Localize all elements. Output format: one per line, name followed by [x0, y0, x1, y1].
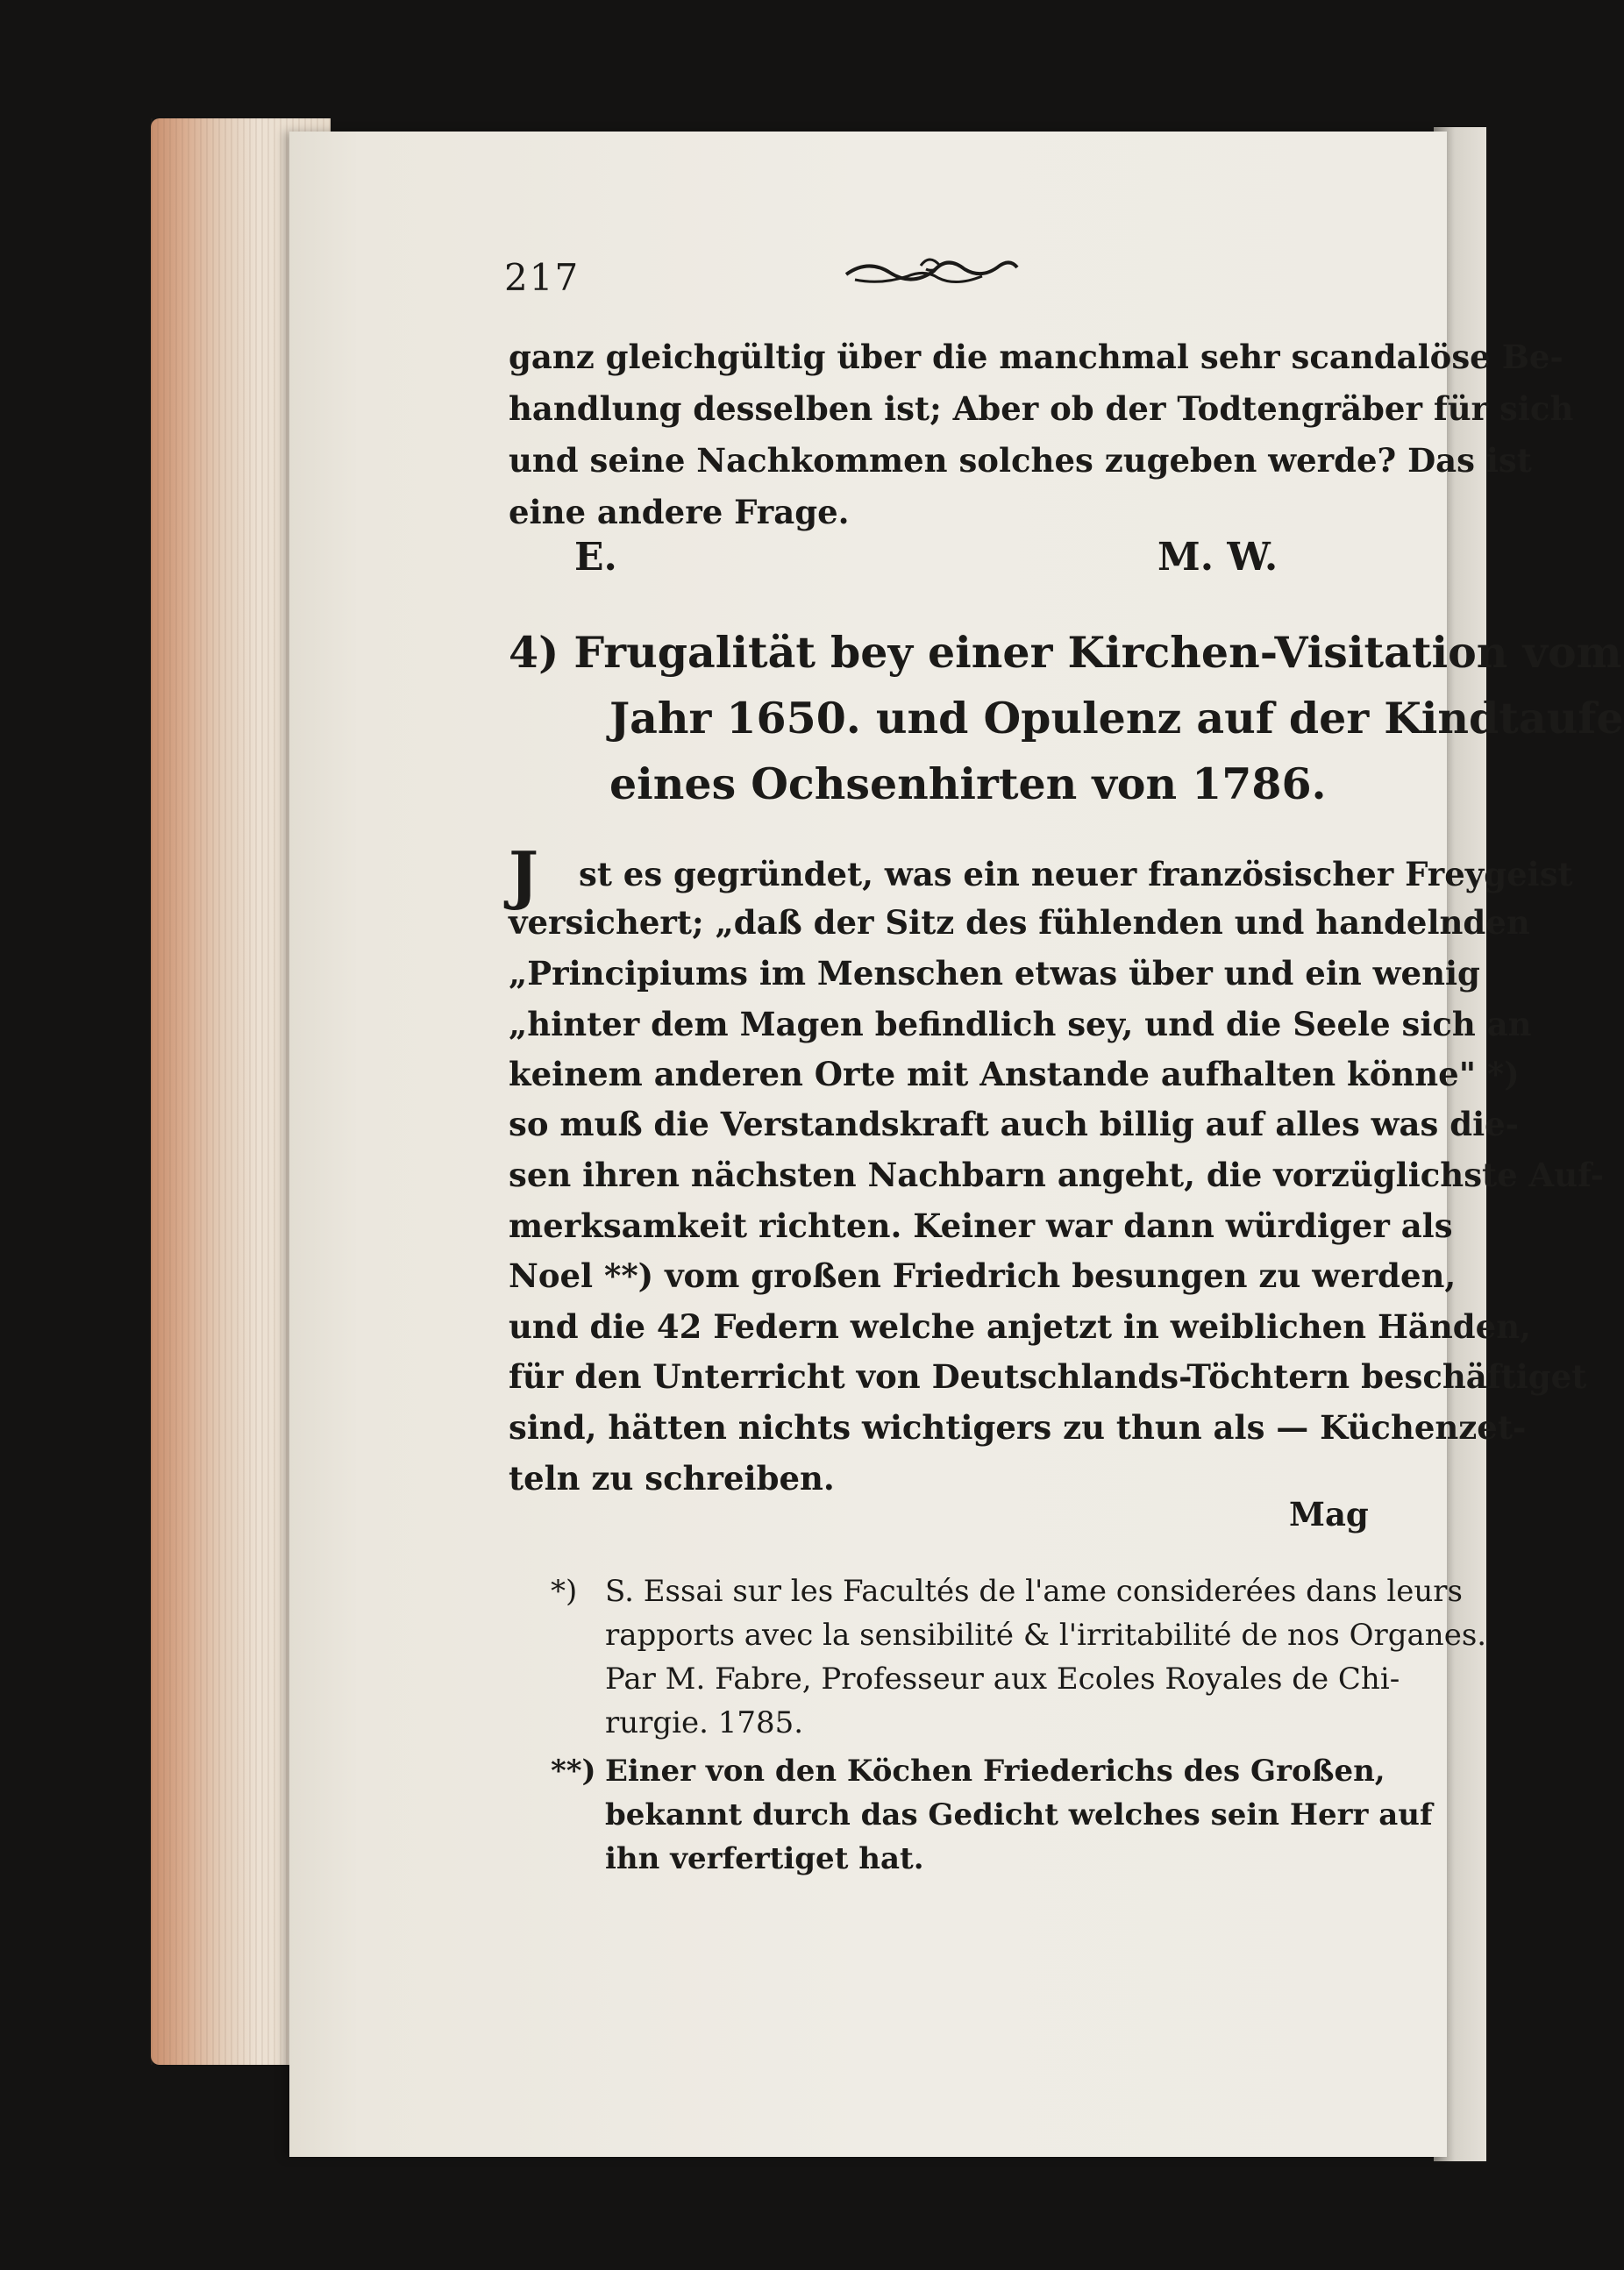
signature-right: M. W.: [1157, 535, 1279, 580]
main-line-3: „Principiums im Menschen etwas über und ein wenig: [509, 954, 1480, 993]
intro-line-2: handlung desselben ist; Aber ob der Todtengräber für sich: [509, 389, 1574, 428]
footnote-2-line-3: ihn verfertiget hat.: [605, 1841, 924, 1876]
footnote-1-line-1: S. Essai sur les Facultés de l'ame considerées dans leurs: [605, 1574, 1463, 1609]
main-line-13: teln zu schreiben.: [509, 1459, 835, 1498]
heading-line-3: eines Ochsenhirten von 1786.: [609, 758, 1327, 809]
main-line-5: keinem anderen Orte mit Anstande aufhalten könne" *): [509, 1055, 1520, 1093]
footnote-2-line-1: Einer von den Köchen Friederichs des Großen,: [605, 1754, 1385, 1789]
signature-left: E.: [574, 535, 617, 580]
footnote-2-mark: **): [551, 1754, 596, 1789]
main-line-6: so muß die Verstandskraft auch billig auf alles was die-: [509, 1105, 1520, 1143]
main-line-12: sind, hätten nichts wichtigers zu thun als — Küchenzet-: [509, 1408, 1527, 1447]
main-line-11: für den Unterricht von Deutschlands-Töchtern beschäftiget: [509, 1357, 1587, 1396]
main-line-2: versichert; „daß der Sitz des fühlenden und handelnden: [509, 903, 1530, 942]
main-line-8: merksamkeit richten. Keiner war dann würdiger als: [509, 1206, 1453, 1245]
intro-line-3: und seine Nachkommen solches zugeben werde? Das ist: [509, 441, 1532, 480]
footnote-1-mark: *): [551, 1574, 578, 1609]
footnote-1-line-2: rapports avec la sensibilité & l'irritabilité de nos Organes.: [605, 1618, 1487, 1653]
heading-line-1: 4) Frugalität bey einer Kirchen-Visitation vom: [509, 627, 1622, 678]
intro-line-4: eine andere Frage.: [509, 493, 850, 531]
decorative-flourish-icon: [842, 250, 1022, 294]
main-line-4: „hinter dem Magen befindlich sey, und die Seele sich an: [509, 1005, 1532, 1043]
main-line-7: sen ihren nächsten Nachbarn angeht, die vorzüglichste Auf-: [509, 1156, 1605, 1194]
main-line-10: und die 42 Federn welche anjetzt in weiblichen Händen,: [509, 1307, 1531, 1346]
main-line-1: st es gegründet, was ein neuer französischer Freygeist: [579, 855, 1573, 893]
footnote-2-line-2: bekannt durch das Gedicht welches sein Herr auf: [605, 1797, 1433, 1832]
catchword: Mag: [1289, 1495, 1369, 1533]
heading-line-2: Jahr 1650. und Opulenz auf der Kindtaufe: [609, 693, 1624, 744]
page-number: 217: [504, 256, 581, 299]
footnote-1-line-4: rurgie. 1785.: [605, 1705, 804, 1740]
intro-line-1: ganz gleichgültig über die manchmal sehr scandalöse Be-: [509, 338, 1563, 376]
main-line-9: Noel **) vom großen Friedrich besungen zu werden,: [509, 1256, 1457, 1295]
footnote-1-line-3: Par M. Fabre, Professeur aux Ecoles Royales de Chi-: [605, 1662, 1400, 1697]
drop-cap: J: [509, 837, 539, 912]
